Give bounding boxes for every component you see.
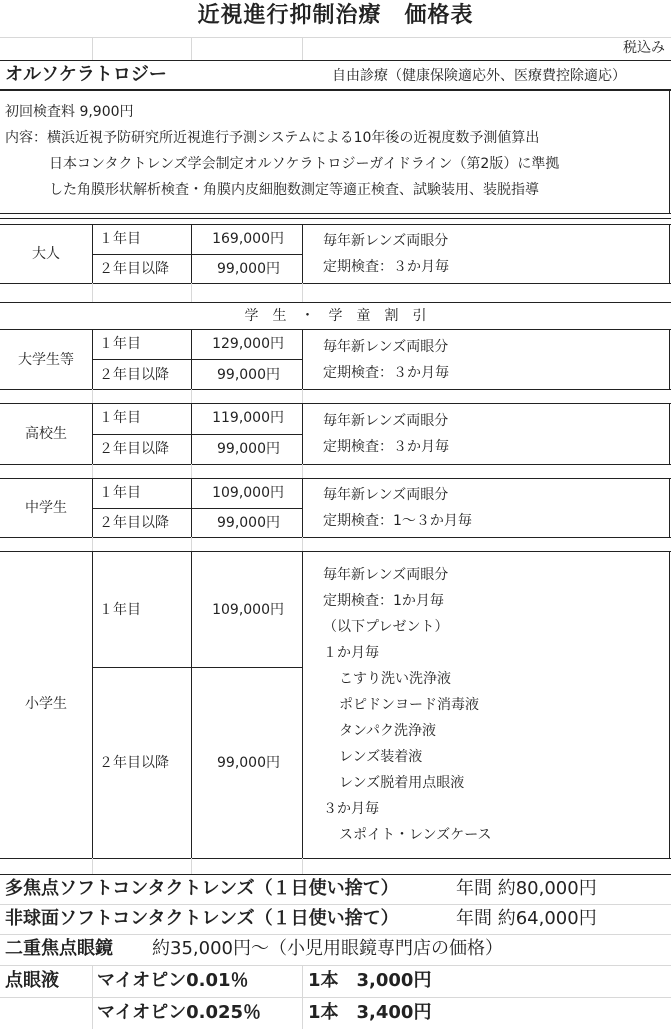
border — [0, 537, 671, 538]
grid-line — [0, 965, 671, 966]
group-name: 小学生 — [25, 696, 67, 712]
year2-label: ２年目以降 — [99, 441, 169, 457]
border — [92, 359, 302, 360]
myopin-0025-name: マイオピン0.025％ — [97, 1002, 262, 1023]
year1-label: １年目 — [99, 485, 141, 501]
grid-line — [92, 464, 93, 478]
border — [0, 464, 671, 465]
group-name: 大学生等 — [18, 352, 74, 368]
border — [669, 478, 670, 537]
ortho-name: オルソケラトロジー — [5, 64, 167, 85]
year1-label: １年目 — [99, 602, 141, 618]
grid-line — [191, 464, 192, 478]
year1-label: １年目 — [99, 410, 141, 426]
ortho-note: 自由診療（健康保険適応外、医療費控除適応） — [332, 68, 626, 84]
grid-line — [92, 389, 93, 403]
border — [669, 329, 670, 389]
border — [92, 434, 302, 435]
year2-label: ２年目以降 — [99, 367, 169, 383]
group-note-2: 定期検査：３か月毎 — [323, 365, 449, 381]
border — [0, 302, 671, 303]
content-line-3: した角膜形状解析検査・角膜内皮細胞数測定等適正検査、試験装用、装脱指導 — [49, 182, 539, 198]
border — [302, 403, 303, 464]
group-note-1: 毎年新レンズ両眼分 — [323, 487, 449, 503]
content-line-2: 日本コンタクトレンズ学会制定オルソケラトロジーガイドライン（第2版）に準拠 — [49, 156, 560, 172]
grid-line — [92, 283, 93, 302]
grid-line — [302, 858, 303, 874]
myopin-0025-price: 1本 3,400円 — [308, 1002, 432, 1023]
border — [92, 254, 302, 255]
elementary-note: １か月毎 — [323, 645, 379, 661]
grid-line — [0, 934, 671, 935]
grid-line — [92, 537, 93, 551]
year1-price: 109,000円 — [212, 485, 284, 501]
border — [669, 89, 670, 213]
year2-price: 99,000円 — [217, 755, 280, 771]
discount-header: 学 生 ・ 学 童 割 引 — [244, 308, 427, 324]
border — [302, 551, 303, 858]
border — [92, 551, 93, 858]
border — [0, 89, 671, 91]
tax-note: 税込み — [623, 40, 665, 56]
year2-price: 99,000円 — [217, 261, 280, 277]
grid-line — [0, 997, 671, 998]
eyedrop-name: 点眼液 — [5, 970, 59, 991]
elementary-note: レンズ脱着用点眼液 — [339, 775, 465, 791]
border — [0, 60, 671, 61]
elementary-note: タンパク洗浄液 — [339, 723, 437, 739]
multifocal-price: 年間 約80,000円 — [456, 878, 597, 899]
grid-line — [0, 37, 671, 38]
page-title: 近視進行抑制治療 価格表 — [197, 3, 474, 28]
year2-price: 99,000円 — [217, 515, 280, 531]
border — [669, 224, 670, 283]
elementary-note: レンズ装着液 — [339, 749, 423, 765]
group-note-2: 定期検査：３か月毎 — [323, 259, 449, 275]
grid-line — [302, 537, 303, 551]
aspheric-name: 非球面ソフトコンタクトレンズ（１日使い捨て） — [5, 908, 399, 929]
border — [92, 667, 302, 668]
year1-price: 119,000円 — [212, 410, 284, 426]
bifocal-name: 二重焦点眼鏡 — [5, 938, 113, 959]
border — [0, 874, 671, 875]
grid-line — [302, 283, 303, 302]
elementary-note: 定期検査：1か月毎 — [323, 593, 444, 609]
border — [302, 224, 303, 283]
elementary-note: ポピドンヨード消毒液 — [339, 697, 479, 713]
grid-line — [191, 389, 192, 403]
border — [669, 551, 670, 858]
border — [0, 329, 671, 330]
bifocal-price: 約35,000円～（小児用眼鏡専門店の価格） — [152, 938, 503, 959]
border — [191, 551, 192, 858]
year2-price: 99,000円 — [217, 441, 280, 457]
year2-label: ２年目以降 — [99, 515, 169, 531]
group-name: 高校生 — [25, 426, 67, 442]
grid-line — [92, 858, 93, 874]
border — [0, 213, 671, 214]
grid-line — [191, 37, 192, 60]
border — [0, 283, 671, 284]
grid-line — [191, 858, 192, 874]
elementary-note: スポイト・レンズケース — [339, 827, 492, 843]
group-note-1: 毎年新レンズ両眼分 — [323, 413, 449, 429]
elementary-note: ３か月毎 — [323, 801, 379, 817]
elementary-note: こすり洗い洗浄液 — [339, 671, 451, 687]
grid-line — [191, 283, 192, 302]
myopin-001-name: マイオピン0.01％ — [97, 970, 249, 991]
grid-line — [302, 37, 303, 60]
year1-price: 129,000円 — [212, 336, 284, 352]
year1-label: １年目 — [99, 336, 141, 352]
grid-line — [92, 37, 93, 60]
year2-label: ２年目以降 — [99, 755, 169, 771]
border — [669, 403, 670, 464]
year2-price: 99,000円 — [217, 367, 280, 383]
border — [0, 224, 671, 225]
year1-label: １年目 — [99, 231, 141, 247]
group-note-1: 毎年新レンズ両眼分 — [323, 339, 449, 355]
border — [0, 389, 671, 390]
grid-line — [191, 537, 192, 551]
multifocal-name: 多焦点ソフトコンタクトレンズ（１日使い捨て） — [5, 878, 399, 899]
year1-price: 169,000円 — [212, 231, 284, 247]
elementary-note: （以下プレゼント） — [323, 619, 449, 635]
border — [0, 551, 671, 552]
year1-price: 109,000円 — [212, 602, 284, 618]
border — [92, 508, 302, 509]
grid-line — [0, 904, 671, 905]
group-note-1: 毎年新レンズ両眼分 — [323, 233, 449, 249]
grid-line — [302, 389, 303, 403]
group-note-2: 定期検査：1～３か月毎 — [323, 513, 472, 529]
group-note-2: 定期検査：３か月毎 — [323, 439, 449, 455]
border — [0, 403, 671, 404]
aspheric-price: 年間 約64,000円 — [456, 908, 597, 929]
group-name: 大人 — [32, 246, 60, 262]
initial-fee: 初回検査料 9,900円 — [5, 104, 134, 120]
border — [302, 329, 303, 389]
content-line-1: 内容：横浜近視予防研究所近視進行予測システムによる10年後の近視度数予測値算出 — [5, 130, 540, 146]
border — [0, 218, 671, 219]
year2-label: ２年目以降 — [99, 261, 169, 277]
grid-line — [302, 464, 303, 478]
myopin-001-price: 1本 3,000円 — [308, 970, 432, 991]
border — [302, 478, 303, 537]
border — [0, 478, 671, 479]
elementary-note: 毎年新レンズ両眼分 — [323, 567, 449, 583]
group-name: 中学生 — [25, 500, 67, 516]
border — [0, 858, 671, 859]
